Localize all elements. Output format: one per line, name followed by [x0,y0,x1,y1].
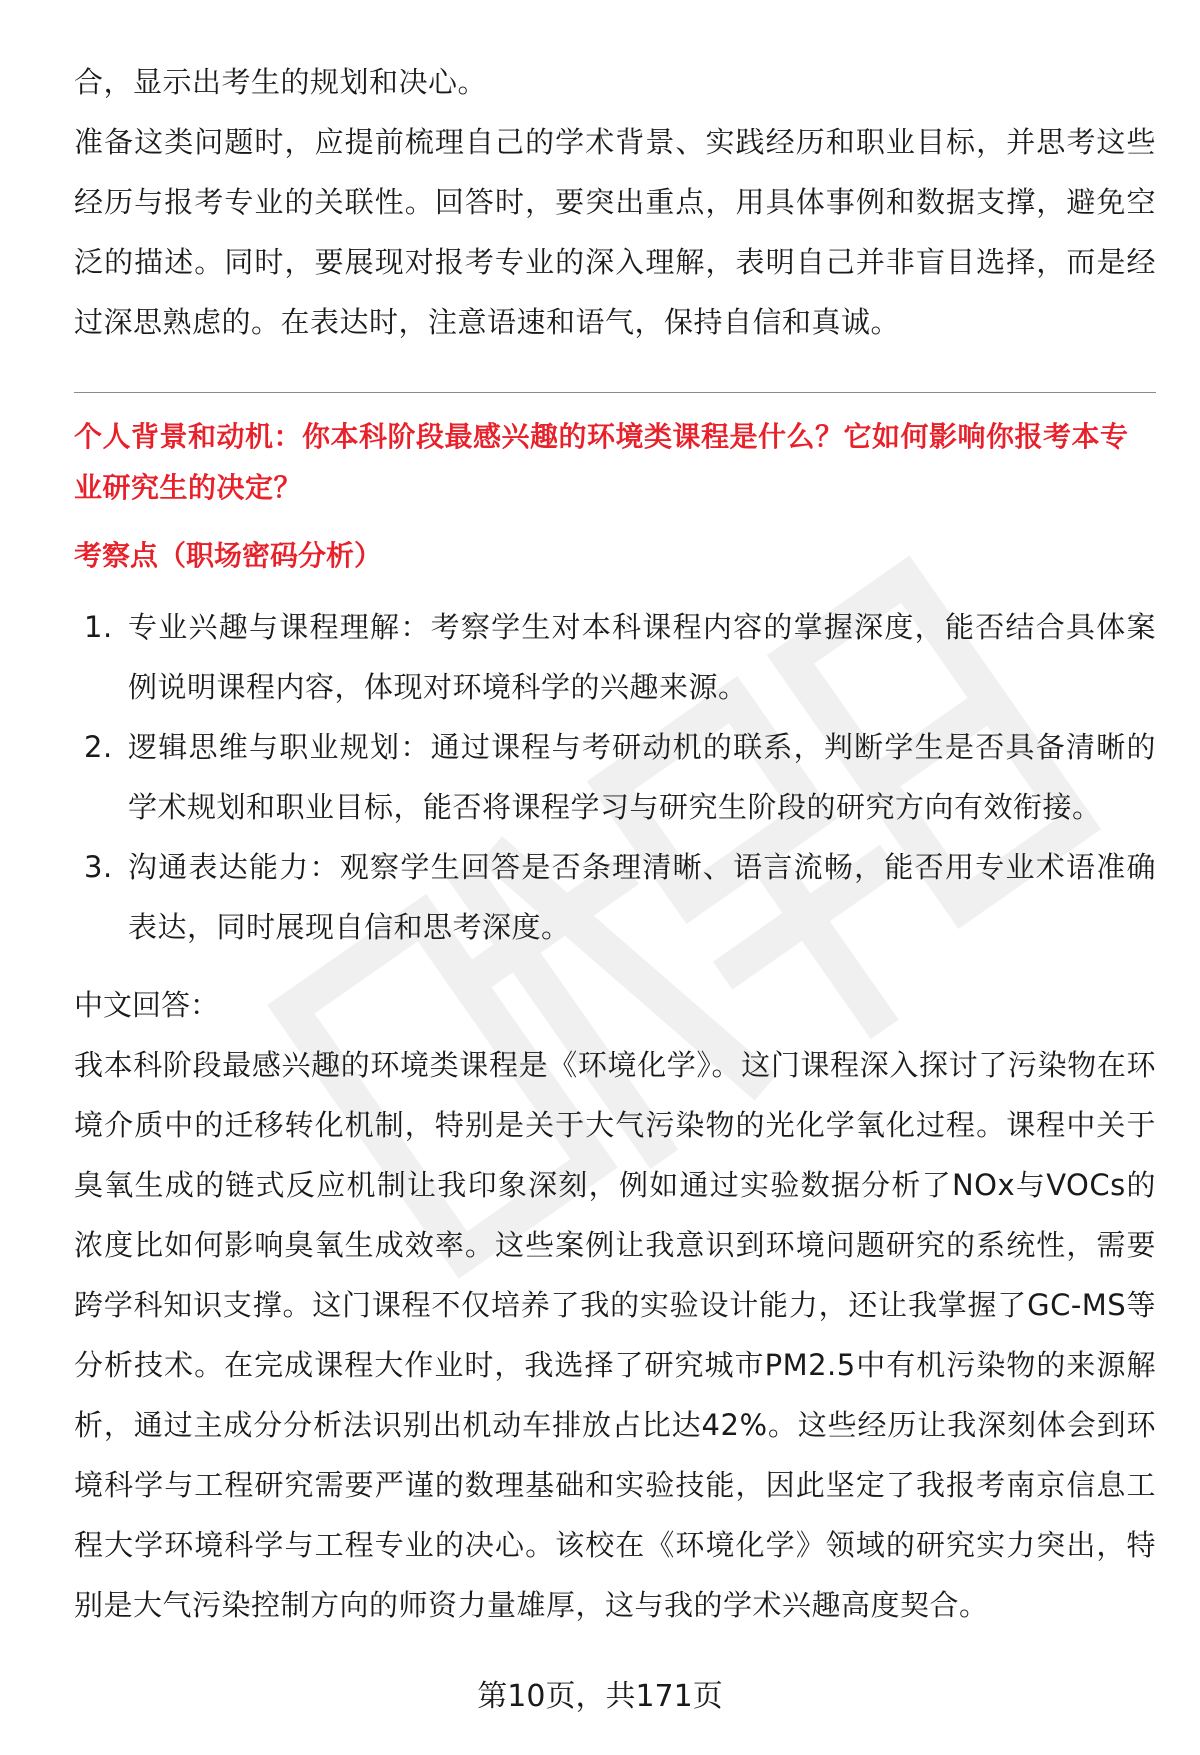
answer-label: 中文回答： [74,988,220,1022]
list-item [74,837,1156,957]
points-heading: 考察点（职场密码分析） [74,539,383,572]
page-number-footer: 第10页，共171页 [477,1679,723,1714]
points-list [74,597,1156,957]
list-item-text: 沟通表达能力：观察学生回答是否条理清晰、语言流畅，能否用专业术语准确表达，同时展现自信和思考深度。 [128,850,1156,944]
page-content [74,52,1156,1635]
intro-paragraph-continued: 合，显示出考生的规划和决心。 [74,65,488,99]
list-item-text: 专业兴趣与课程理解：考察学生对本科课程内容的掌握深度，能否结合具体案例说明课程内容，体现对环境科学的兴趣来源。 [128,610,1156,704]
question-title: 个人背景和动机：你本科阶段最感兴趣的环境类课程是什么？它如何影响你报考本专业研究生的决定？ [74,420,1129,504]
list-item-number: 1. [84,610,113,644]
list-item-number: 3. [84,850,113,884]
list-item-number: 2. [84,730,113,764]
intro-paragraph-preparation: 准备这类问题时，应提前梳理自己的学术背景、实践经历和职业目标，并思考这些经历与报考专业的关联性。回答时，要突出重点，用具体事例和数据支撑，避免空泛的描述。同时，要展现对报考专业的深入理解，表明自己并非盲目选择，而是经过深思熟虑的。在表达时，注意语速和语气，保持自信和真诚。 [74,125,1156,339]
list-item-text: 逻辑思维与职业规划：通过课程与考研动机的联系，判断学生是否具备清晰的学术规划和职业目标，能否将课程学习与研究生阶段的研究方向有效衔接。 [128,730,1156,824]
list-item [74,717,1156,837]
answer-paragraph: 我本科阶段最感兴趣的环境类课程是《环境化学》。这门课程深入探讨了污染物在环境介质中的迁移转化机制，特别是关于大气污染物的光化学氧化过程。课程中关于臭氧生成的链式反应机制让我印象深刻，例如通过实验数据分析了NOx与VOCs的浓度比如何影响臭氧生成效率。这些案例让我意识到环境问题研究的系统性，需要跨学科知识支撑。这门课程不仅培养了我的实验设计能力，还让我掌握了GC-MS等分析技术。在完成课程大作业时，我选择了研究城市PM2.5中有机污染物的来源解析，通过主成分分析法识别出机动车排放占比达42%。这些经历让我深刻体会到环境科学与工程研究需要严谨的数理基础和实验技能，因此坚定了我报考南京信息工程大学环境科学与工程专业的决心。该校在《环境化学》领域的研究实力突出，特别是大气污染控制方向的师资力量雄厚，这与我的学术兴趣高度契合。 [74,1048,1156,1622]
section-divider [74,392,1156,393]
list-item [74,597,1156,717]
